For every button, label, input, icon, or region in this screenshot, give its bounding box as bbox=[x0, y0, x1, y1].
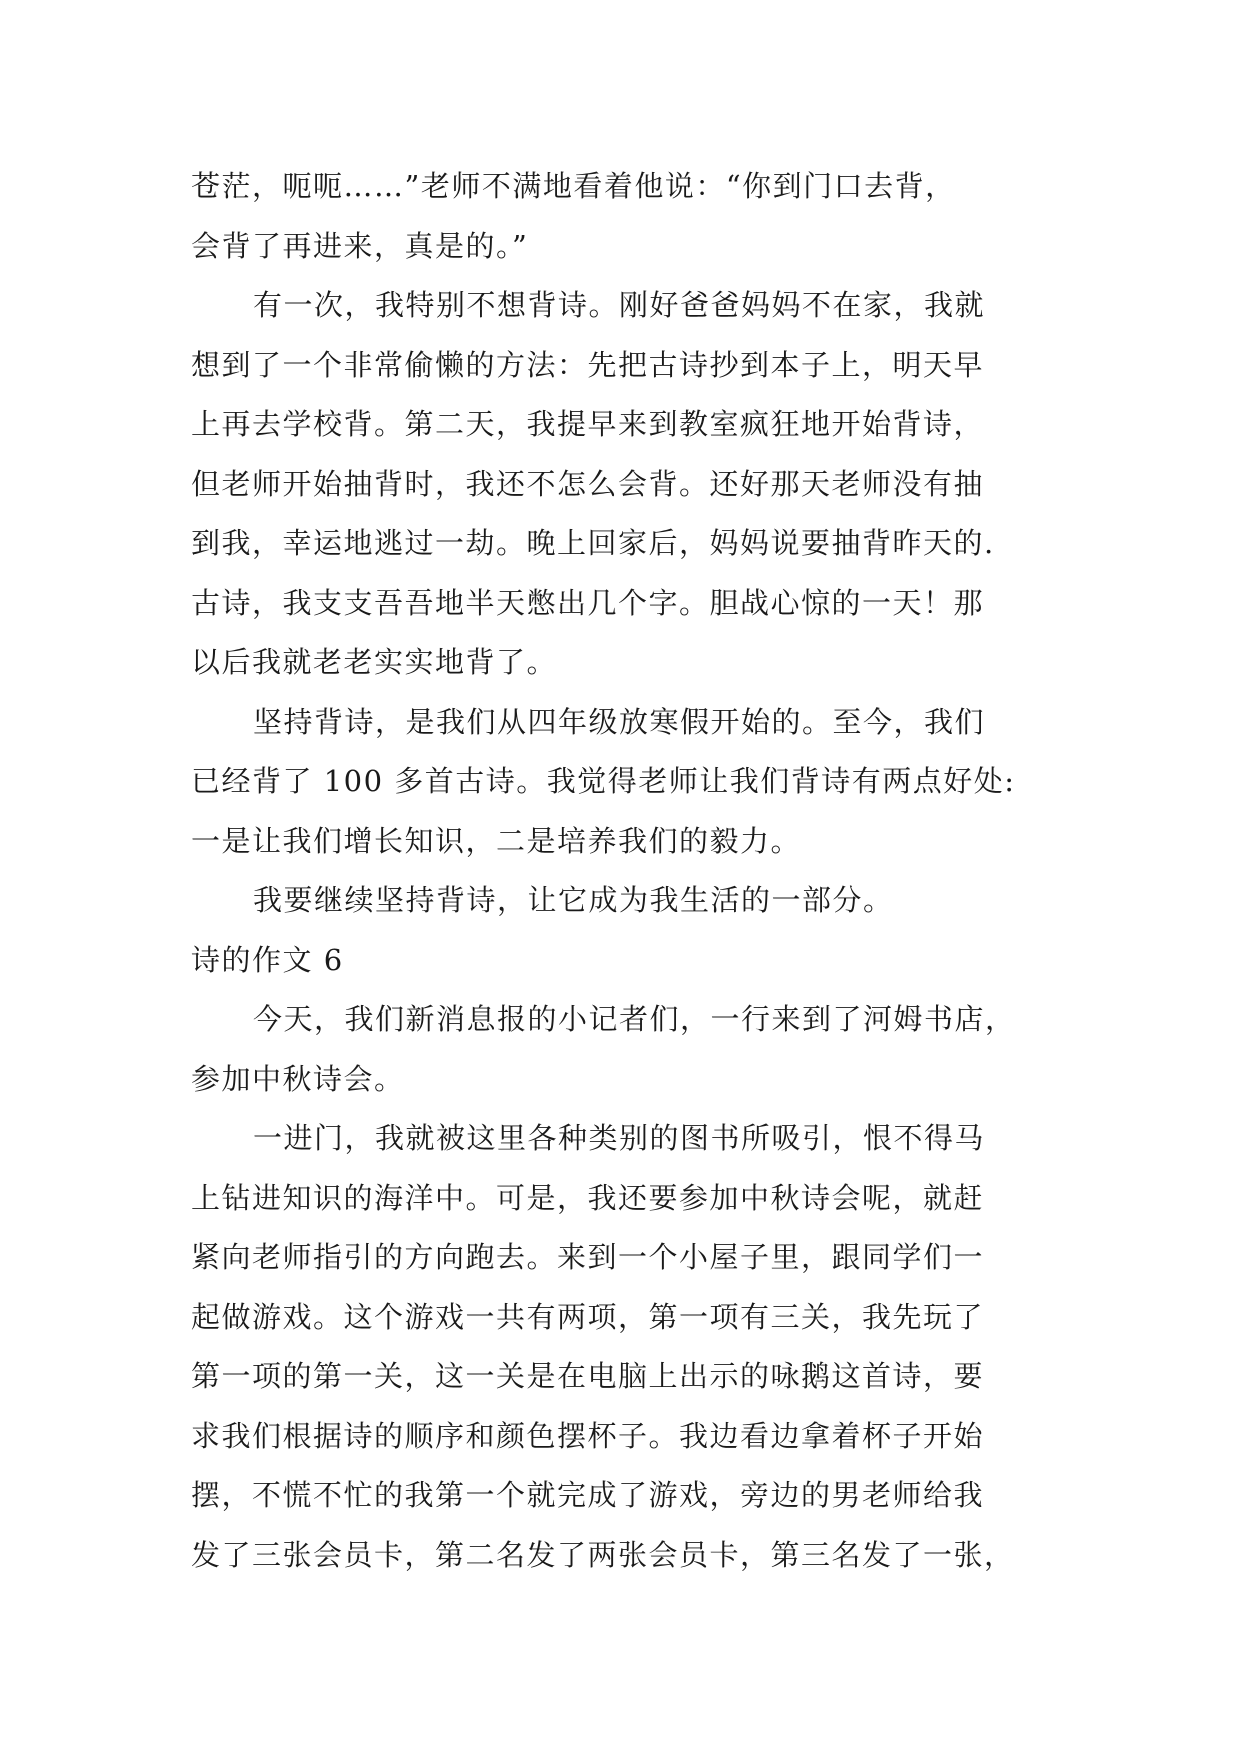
paragraph-start-line: 坚持背诗，是我们从四年级放寒假开始的。至今，我们 bbox=[253, 704, 986, 739]
text-line: 想到了一个非常偷懒的方法：先把古诗抄到本子上，明天早 bbox=[191, 347, 985, 382]
text-line: 紧向老师指引的方向跑去。来到一个小屋子里，跟同学们一 bbox=[191, 1240, 985, 1274]
text-line: 发了三张会员卡，第二名发了两张会员卡，第三名发了一张， bbox=[191, 1537, 1015, 1572]
text-line: 求我们根据诗的顺序和颜色摆杯子。我边看边拿着杯子开始 bbox=[191, 1418, 985, 1453]
paragraph-start-line: 我要继续坚持背诗，让它成为我生活的一部分。 bbox=[253, 883, 894, 917]
text-line: 摆，不慌不忙的我第一个就完成了游戏，旁边的男老师给我 bbox=[191, 1478, 985, 1512]
text-line: 以后我就老老实实地背了。 bbox=[191, 645, 558, 679]
text-line: 起做游戏。这个游戏一共有两项，第一项有三关，我先玩了 bbox=[191, 1299, 985, 1334]
text-line: 已经背了 100 多首古诗。我觉得老师让我们背诗有两点好处: bbox=[191, 764, 1016, 798]
text-line: 一是让我们增长知识，二是培养我们的毅力。 bbox=[191, 823, 802, 858]
paragraph-start-line: 今天，我们新消息报的小记者们，一行来到了河姆书店， bbox=[253, 1002, 1016, 1036]
text-line: 上钻进知识的海洋中。可是，我还要参加中秋诗会呢，就赶 bbox=[191, 1180, 985, 1215]
section-heading: 诗的作文 6 bbox=[191, 942, 344, 977]
paragraph-start-line: 一进门，我就被这里各种类别的图书所吸引，恨不得马 bbox=[253, 1121, 986, 1155]
text-line: 参加中秋诗会。 bbox=[191, 1061, 405, 1096]
text-line: 第一项的第一关，这一关是在电脑上出示的咏鹅这首诗，要 bbox=[191, 1359, 985, 1393]
document-body bbox=[191, 157, 1051, 1585]
text-line: 古诗，我支支吾吾地半天憋出几个字。胆战心惊的一天！那 bbox=[191, 585, 985, 620]
text-line: 会背了再进来，真是的。” bbox=[191, 228, 529, 263]
text-line: 上再去学校背。第二天，我提早来到教室疯狂地开始背诗， bbox=[191, 407, 985, 441]
text-line: 到我，幸运地逃过一劫。晚上回家后，妈妈说要抽背昨天的. bbox=[191, 526, 995, 560]
paragraph-start-line: 有一次，我特别不想背诗。刚好爸爸妈妈不在家，我就 bbox=[253, 288, 986, 322]
text-line: 但老师开始抽背时，我还不怎么会背。还好那天老师没有抽 bbox=[191, 466, 985, 501]
text-line: 苍茫，呃呃……”老师不满地看着他说：“你到门口去背， bbox=[191, 169, 956, 203]
